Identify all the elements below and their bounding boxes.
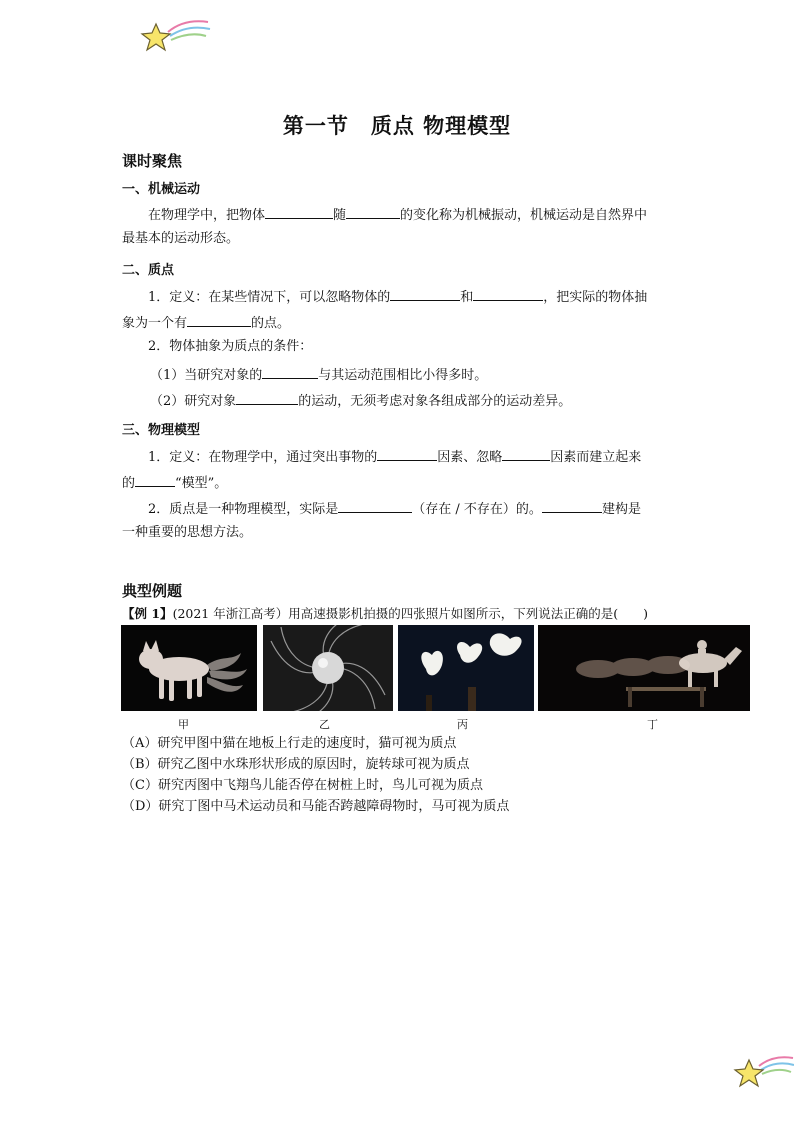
blank[interactable] [542,498,602,513]
model-definition: 1．定义：在物理学中，通过突出事物的 因素、忽略 因素而建立起来 [148,446,641,467]
photo-horse-rider [538,625,750,711]
model-particle: 2．质点是一种物理模型，实际是 （存在 / 不存在）的。 建构是 [148,498,641,519]
heading-physical-model: 三、物理模型 [122,423,201,438]
example-1-question: 【例 1】(2021 年浙江高考）用高速摄影机拍摄的四张照片如图所示，下列说法正确的是( ) [122,606,648,621]
section-heading-focus: 课时聚焦 [122,152,183,170]
blank[interactable] [265,204,333,219]
caption-bing: 丙 [457,718,468,731]
blank[interactable] [236,390,298,405]
blank[interactable] [502,446,550,461]
condition-1: （1）当研究对象的 与其运动范围相比小得多时。 [150,364,487,385]
blank[interactable] [377,446,437,461]
condition-2: （2）研究对象 的运动，无须考虑对象各组成部分的运动差异。 [150,390,571,411]
option-a[interactable]: （A）研究甲图中猫在地板上行走的速度时，猫可视为质点 [122,736,457,751]
option-b[interactable]: （B）研究乙图中水珠形状形成的原因时，旋转球可视为质点 [122,757,470,772]
model-particle-cont: 一种重要的思想方法。 [122,525,253,540]
heading-mechanical-motion: 一、机械运动 [122,182,201,197]
blank[interactable] [135,472,175,487]
photo-cat [121,625,257,711]
particle-conditions: 2．物体抽象为质点的条件： [148,339,313,354]
caption-jia: 甲 [178,718,189,731]
shooting-star-icon [140,16,212,58]
caption-ding: 丁 [647,718,658,731]
particle-definition-cont: 象为一个有 的点。 [122,312,290,333]
blank[interactable] [262,364,318,379]
page-title: 第一节 质点 物理模型 [282,114,512,138]
model-definition-cont: 的 “模型”。 [122,472,227,493]
option-c[interactable]: （C）研究丙图中飞翔鸟儿能否停在树桩上时，鸟儿可视为质点 [122,778,483,793]
option-d[interactable]: （D）研究丁图中马术运动员和马能否跨越障碍物时，马可视为质点 [122,799,510,814]
section-heading-examples: 典型例题 [122,582,183,600]
heading-particle: 二、质点 [122,263,175,278]
photo-birds [398,625,534,711]
paragraph-mechanical-motion-cont: 最基本的运动形态。 [122,231,240,246]
shooting-star-icon [733,1050,794,1092]
blank[interactable] [187,312,251,327]
blank[interactable] [338,498,412,513]
paragraph-mechanical-motion: 在物理学中，把物体 随 的变化称为机械振动，机械运动是自然界中 [148,204,647,225]
caption-yi: 乙 [319,718,330,731]
blank[interactable] [473,286,543,301]
blank[interactable] [346,204,400,219]
particle-definition: 1．定义：在某些情况下，可以忽略物体的 和 ，把实际的物体抽 [148,286,647,307]
photo-spinning-ball [263,625,393,711]
blank[interactable] [390,286,460,301]
